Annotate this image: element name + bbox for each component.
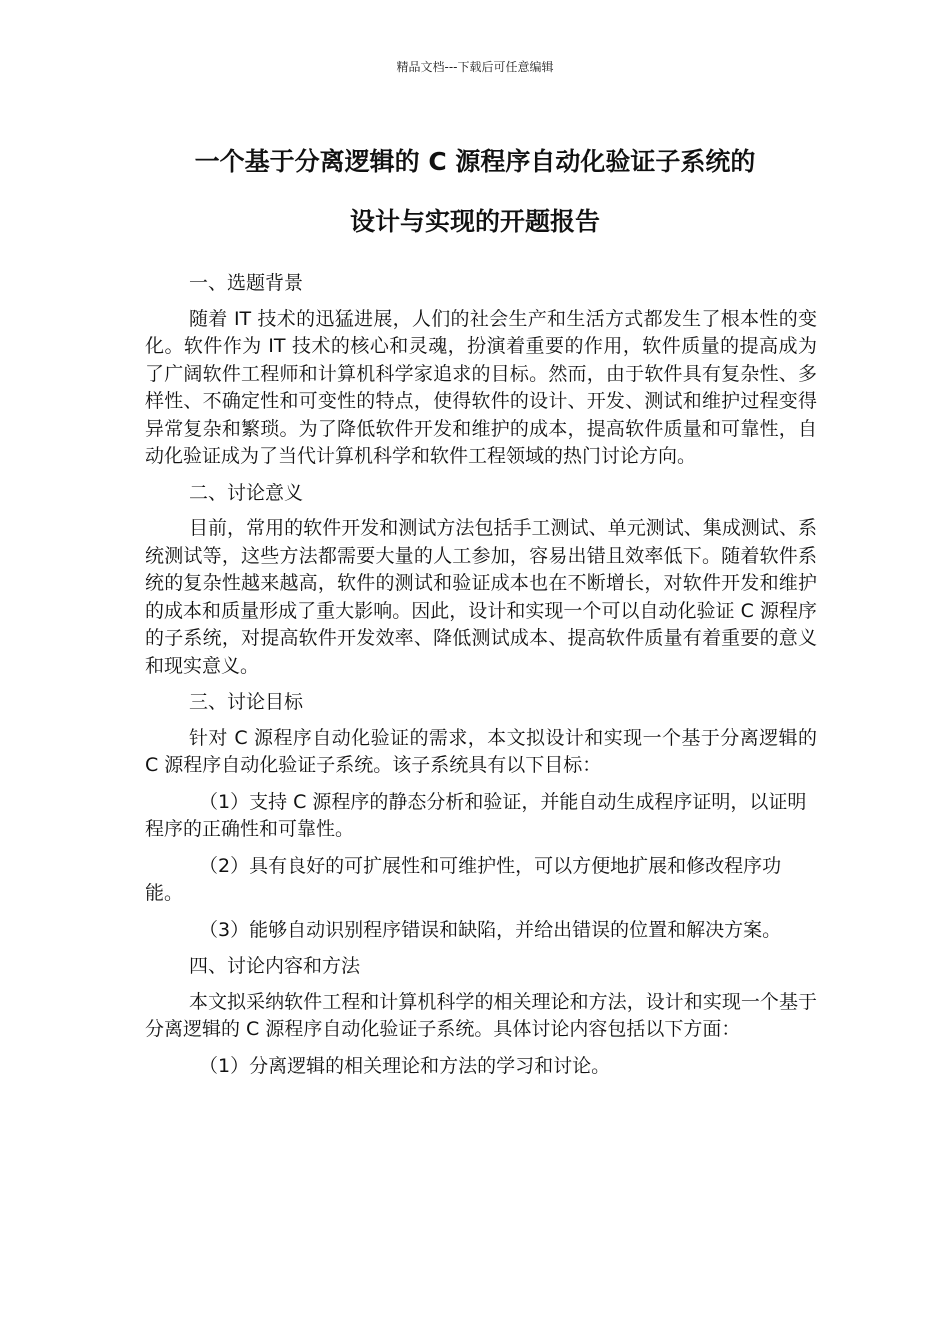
section-4-paragraph: 本文拟采纳软件工程和计算机科学的相关理论和方法，设计和实现一个基于分离逻辑的 C 源程序自动化验证子系统。具体讨论内容包括以下方面：	[145, 990, 817, 1040]
section-heading-2: 二、讨论意义	[189, 481, 304, 504]
section-heading-4: 四、讨论内容和方法	[189, 955, 361, 977]
goal-item-1: （1）支持 C 源程序的静态分析和验证，并能自动生成程序证明，以证明程序的正确性和可靠性。	[145, 790, 807, 840]
page-header: 精品文档---下载后可任意编辑	[396, 60, 554, 74]
section-3-paragraph: 针对 C 源程序自动化验证的需求，本文拟设计和实现一个基于分离逻辑的 C 源程序自动化验证子系统。该子系统具有以下目标：	[145, 726, 817, 776]
page-title	[100, 132, 850, 252]
goal-item-2: （2）具有良好的可扩展性和可维护性，可以方便地扩展和修改程序功能。	[145, 854, 782, 904]
section-heading-1: 一、选题背景	[189, 272, 304, 294]
section-1-paragraph: 随着 IT 技术的迅猛进展，人们的社会生产和生活方式都发生了根本性的变化。软件作为 IT 技术的核心和灵魂，扮演着重要的作用，软件质量的提高成为了广阔软件工程师和计算机科学家追求的目标。然而，由于软件具有复杂性、多样性、不确定性和可变性的特点，使得软件的设计、开发、测试和维护过程变得异常复杂和繁琐。为了降低软件开发和维护的成本，提高软件质量和可靠性，自动化验证成为了当代计算机科学和软件工程领域的热门讨论方向。	[145, 307, 817, 467]
section-heading-3: 三、讨论目标	[189, 691, 304, 713]
section-2-paragraph: 目前，常用的软件开发和测试方法包括手工测试、单元测试、集成测试、系统测试等，这些方法都需要大量的人工参加，容易出错且效率低下。随着软件系统的复杂性越来越高，软件的测试和验证成本也在不断增长，对软件开发和维护的成本和质量形成了重大影响。因此，设计和实现一个可以自动化验证 C 源程序的子系统，对提高软件开发效率、降低测试成本、提高软件质量有着重要的意义和现实意义。	[145, 517, 817, 677]
goal-item-3: （3）能够自动识别程序错误和缺陷，并给出错误的位置和解决方案。	[199, 918, 782, 941]
document-body	[145, 270, 817, 1089]
title-line-2: 设计与实现的开题报告	[349, 207, 600, 236]
title-line-1: 一个基于分离逻辑的 C 源程序自动化验证子系统的	[194, 147, 756, 176]
content-item-1: （1）分离逻辑的相关理论和方法的学习和讨论。	[199, 1054, 611, 1077]
